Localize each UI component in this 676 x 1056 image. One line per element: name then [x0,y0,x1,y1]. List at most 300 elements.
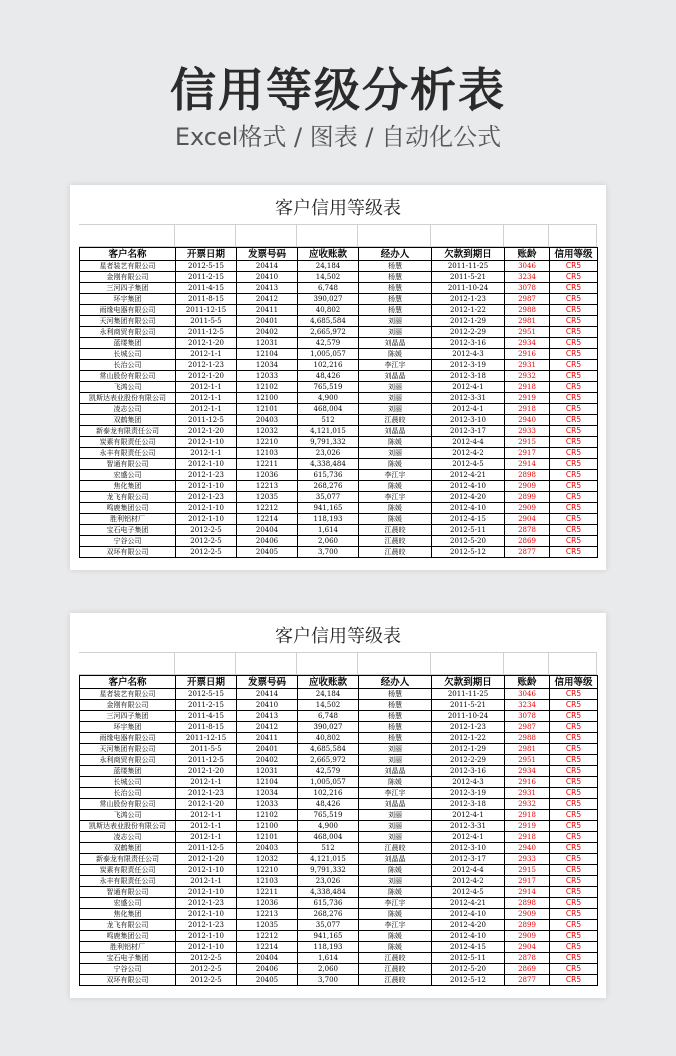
cell-invoice-number: 12100 [237,821,298,832]
cell-credit-grade: CR5 [550,525,598,536]
cell-aging: 2899 [505,492,550,503]
cell-receivable: 6,748 [298,283,359,294]
cell-credit-grade: CR5 [550,821,598,832]
cell-due-date: 2011-11-25 [432,689,505,700]
cell-aging: 2932 [505,371,550,382]
cell-aging: 2919 [505,821,550,832]
cell-invoice-date: 2012-1-10 [176,514,237,525]
cell-invoice-date: 2011-12-5 [176,415,237,426]
table-row [80,788,598,799]
cell-customer-name: 炭素有限责任公司 [80,437,176,448]
cell-credit-grade: CR5 [550,876,598,887]
cell-customer-name: 环宇集团 [80,294,176,305]
cell-due-date: 2012-1-23 [432,294,505,305]
cell-receivable: 3,700 [298,547,359,558]
cell-customer-name: 宏盛公司 [80,898,176,909]
cell-invoice-date: 2012-1-10 [176,942,237,953]
cell-customer-name: 雨缘电器有限公司 [80,733,176,744]
table-row [80,382,598,393]
cell-due-date: 2012-3-31 [432,821,505,832]
cell-handler: 李江宇 [359,898,432,909]
table-row [80,766,598,777]
cell-credit-grade: CR5 [550,931,598,942]
cell-credit-grade: CR5 [550,448,598,459]
cell-due-date: 2012-4-21 [432,898,505,909]
cell-invoice-number: 12103 [237,876,298,887]
blank-cell [175,225,236,246]
page-title: 信用等级分析表 [170,63,506,117]
cell-handler: 江晨皎 [359,953,432,964]
cell-due-date: 2012-4-4 [432,437,505,448]
cell-invoice-date: 2012-1-1 [176,876,237,887]
cell-handler: 刘丽 [359,327,432,338]
cell-handler: 陈媛 [359,777,432,788]
cell-invoice-number: 20406 [237,964,298,975]
cell-invoice-date: 2012-1-1 [176,821,237,832]
table-row [80,459,598,470]
cell-invoice-number: 12035 [237,920,298,931]
blank-cell [236,653,297,674]
cell-receivable: 35,077 [298,920,359,931]
cell-credit-grade: CR5 [550,766,598,777]
cell-handler: 刘丽 [359,832,432,843]
cell-aging: 2914 [505,459,550,470]
cell-invoice-number: 12210 [237,437,298,448]
cell-invoice-number: 20405 [237,547,298,558]
cell-receivable: 40,802 [298,305,359,316]
cell-aging: 2987 [505,722,550,733]
cell-invoice-number: 20414 [237,261,298,272]
cell-invoice-date: 2012-1-20 [176,799,237,810]
cell-receivable: 2,665,972 [298,327,359,338]
cell-invoice-date: 2012-5-15 [176,261,237,272]
cell-invoice-number: 12211 [237,887,298,898]
cell-aging: 2898 [505,898,550,909]
cell-due-date: 2012-3-19 [432,360,505,371]
cell-aging: 2898 [505,470,550,481]
sheet-preview-1 [70,185,606,570]
column-header-handler: 经办人 [359,248,432,261]
cell-aging: 2934 [505,766,550,777]
cell-customer-name: 凯斯达表业股份有限公司 [80,393,176,404]
cell-invoice-number: 12104 [237,777,298,788]
table-row [80,283,598,294]
table-row [80,525,598,536]
blank-cell [504,653,549,674]
cell-customer-name: 长城公司 [80,349,176,360]
column-header-credit-grade: 信用等级 [550,676,598,689]
cell-receivable: 40,802 [298,733,359,744]
cell-credit-grade: CR5 [550,953,598,964]
cell-aging: 2917 [505,448,550,459]
cell-receivable: 765,519 [298,810,359,821]
cell-invoice-number: 20412 [237,294,298,305]
cell-handler: 陈媛 [359,437,432,448]
cell-invoice-date: 2012-1-23 [176,492,237,503]
cell-receivable: 9,791,332 [298,865,359,876]
cell-handler: 刘丽 [359,404,432,415]
cell-handler: 江晨皎 [359,547,432,558]
cell-credit-grade: CR5 [550,316,598,327]
table-row [80,514,598,525]
cell-receivable: 512 [298,843,359,854]
cell-invoice-number: 20406 [237,536,298,547]
cell-customer-name: 凯斯达表业股份有限公司 [80,821,176,832]
cell-aging: 2918 [505,404,550,415]
column-header-receivable: 应收账款 [298,248,359,261]
cell-credit-grade: CR5 [550,536,598,547]
cell-customer-name: 永利商贸有限公司 [80,755,176,766]
table-row [80,404,598,415]
cell-customer-name: 焦化集团 [80,481,176,492]
header-row [80,676,598,689]
cell-handler: 刘丽 [359,744,432,755]
table-row [80,975,598,986]
cell-invoice-number: 20411 [237,305,298,316]
blank-cell [297,225,358,246]
sheet-preview-2 [70,613,606,998]
table-row [80,964,598,975]
blank-cell [79,653,175,674]
cell-invoice-number: 12035 [237,492,298,503]
cell-receivable: 118,193 [298,514,359,525]
cell-customer-name: 凌志公司 [80,832,176,843]
cell-receivable: 3,700 [298,975,359,986]
cell-customer-name: 金刚有限公司 [80,700,176,711]
cell-credit-grade: CR5 [550,810,598,821]
table-row [80,349,598,360]
blank-cell [79,225,175,246]
cell-receivable: 4,900 [298,393,359,404]
table-row [80,777,598,788]
cell-due-date: 2012-1-29 [432,744,505,755]
cell-invoice-date: 2012-2-5 [176,964,237,975]
cell-receivable: 468,004 [298,404,359,415]
cell-credit-grade: CR5 [550,481,598,492]
cell-aging: 3046 [505,261,550,272]
cell-invoice-date: 2012-1-1 [176,404,237,415]
cell-invoice-number: 12100 [237,393,298,404]
cell-receivable: 1,005,057 [298,777,359,788]
cell-customer-name: 龙飞有限公司 [80,492,176,503]
page-subtitle: Excel格式 / 图表 / 自动化公式 [174,123,502,151]
cell-customer-name: 蓝缕集团 [80,766,176,777]
cell-invoice-date: 2012-2-5 [176,525,237,536]
cell-handler: 杨慧 [359,261,432,272]
cell-receivable: 390,027 [298,294,359,305]
table-row [80,536,598,547]
cell-invoice-date: 2011-8-15 [176,722,237,733]
cell-aging: 3078 [505,711,550,722]
cell-invoice-date: 2011-12-15 [176,733,237,744]
cell-customer-name: 飞鸿公司 [80,810,176,821]
blank-row [79,653,597,675]
cell-credit-grade: CR5 [550,689,598,700]
cell-customer-name: 永丰有限责任公司 [80,876,176,887]
column-header-due-date: 欠款到期日 [432,248,505,261]
cell-aging: 3046 [505,689,550,700]
cell-handler: 陈媛 [359,349,432,360]
cell-due-date: 2012-4-5 [432,459,505,470]
cell-invoice-number: 12034 [237,788,298,799]
table-row [80,876,598,887]
cell-aging: 2987 [505,294,550,305]
cell-due-date: 2012-3-18 [432,371,505,382]
cell-credit-grade: CR5 [550,492,598,503]
cell-invoice-number: 20410 [237,700,298,711]
cell-handler: 刘晶晶 [359,766,432,777]
cell-invoice-number: 20402 [237,755,298,766]
cell-due-date: 2012-4-10 [432,503,505,514]
cell-invoice-date: 2011-5-5 [176,316,237,327]
cell-receivable: 4,685,584 [298,744,359,755]
cell-aging: 2878 [505,525,550,536]
table-row [80,481,598,492]
cell-receivable: 35,077 [298,492,359,503]
cell-aging: 2918 [505,832,550,843]
cell-credit-grade: CR5 [550,799,598,810]
table-row [80,316,598,327]
cell-invoice-date: 2012-1-10 [176,909,237,920]
cell-invoice-date: 2011-4-15 [176,711,237,722]
cell-aging: 2916 [505,349,550,360]
cell-receivable: 615,736 [298,470,359,481]
cell-receivable: 4,685,584 [298,316,359,327]
cell-invoice-number: 12214 [237,514,298,525]
cell-invoice-date: 2012-2-5 [176,953,237,964]
cell-credit-grade: CR5 [550,503,598,514]
cell-customer-name: 鸣鹿集团公司 [80,931,176,942]
cell-receivable: 512 [298,415,359,426]
cell-credit-grade: CR5 [550,777,598,788]
cell-handler: 杨慧 [359,305,432,316]
cell-due-date: 2012-4-2 [432,876,505,887]
cell-invoice-number: 20402 [237,327,298,338]
table-row [80,722,598,733]
cell-invoice-date: 2011-12-5 [176,843,237,854]
blank-row [79,225,597,247]
cell-invoice-date: 2012-1-1 [176,382,237,393]
cell-credit-grade: CR5 [550,283,598,294]
cell-customer-name: 天河集团有限公司 [80,316,176,327]
cell-customer-name: 宝石电子集团 [80,525,176,536]
cell-invoice-number: 12031 [237,338,298,349]
cell-customer-name: 蓝缕集团 [80,338,176,349]
cell-invoice-number: 12031 [237,766,298,777]
cell-invoice-number: 12210 [237,865,298,876]
cell-due-date: 2012-3-31 [432,393,505,404]
cell-invoice-date: 2012-1-1 [176,448,237,459]
cell-due-date: 2012-5-11 [432,525,505,536]
cell-invoice-date: 2012-1-1 [176,810,237,821]
cell-due-date: 2012-3-10 [432,843,505,854]
cell-due-date: 2012-4-20 [432,492,505,503]
column-header-credit-grade: 信用等级 [550,248,598,261]
cell-credit-grade: CR5 [550,404,598,415]
blank-cell [297,653,358,674]
cell-receivable: 23,026 [298,876,359,887]
cell-due-date: 2012-4-2 [432,448,505,459]
cell-due-date: 2012-5-20 [432,536,505,547]
cell-credit-grade: CR5 [550,744,598,755]
cell-customer-name: 永利商贸有限公司 [80,327,176,338]
cell-handler: 陈媛 [359,514,432,525]
column-header-receivable: 应收账款 [298,676,359,689]
table-row [80,415,598,426]
cell-due-date: 2011-5-21 [432,700,505,711]
cell-invoice-date: 2012-1-23 [176,788,237,799]
cell-receivable: 14,502 [298,272,359,283]
cell-customer-name: 常山股份有限公司 [80,371,176,382]
cell-credit-grade: CR5 [550,909,598,920]
cell-due-date: 2012-1-29 [432,316,505,327]
cell-receivable: 4,338,484 [298,459,359,470]
cell-handler: 杨慧 [359,272,432,283]
blank-cell [549,225,597,246]
cell-customer-name: 双鹤集团 [80,843,176,854]
cell-handler: 李江宇 [359,920,432,931]
cell-due-date: 2012-1-23 [432,722,505,733]
cell-invoice-date: 2012-1-20 [176,338,237,349]
blank-cell [175,653,236,674]
cell-due-date: 2012-5-12 [432,547,505,558]
cell-customer-name: 长治公司 [80,788,176,799]
cell-invoice-date: 2012-1-10 [176,437,237,448]
cell-due-date: 2012-4-21 [432,470,505,481]
cell-handler: 江晨皎 [359,964,432,975]
cell-invoice-number: 12101 [237,832,298,843]
cell-invoice-date: 2012-2-5 [176,536,237,547]
cell-customer-name: 永丰有限责任公司 [80,448,176,459]
cell-credit-grade: CR5 [550,360,598,371]
cell-credit-grade: CR5 [550,338,598,349]
cell-invoice-date: 2012-1-10 [176,503,237,514]
cell-handler: 刘丽 [359,316,432,327]
cell-invoice-date: 2012-1-23 [176,360,237,371]
cell-credit-grade: CR5 [550,700,598,711]
cell-handler: 江晨皎 [359,975,432,986]
cell-aging: 2914 [505,887,550,898]
cell-handler: 刘晶晶 [359,371,432,382]
cell-due-date: 2012-3-16 [432,766,505,777]
column-header-aging: 账龄 [505,676,550,689]
cell-receivable: 48,426 [298,371,359,382]
cell-aging: 2909 [505,909,550,920]
table-row [80,305,598,316]
cell-credit-grade: CR5 [550,887,598,898]
cell-customer-name: 双环有限公司 [80,547,176,558]
cell-receivable: 941,165 [298,503,359,514]
cell-aging: 2988 [505,733,550,744]
cell-invoice-number: 12211 [237,459,298,470]
cell-invoice-date: 2012-2-5 [176,975,237,986]
cell-due-date: 2012-3-16 [432,338,505,349]
cell-credit-grade: CR5 [550,964,598,975]
cell-aging: 2918 [505,382,550,393]
cell-customer-name: 星者装艺有限公司 [80,689,176,700]
cell-credit-grade: CR5 [550,272,598,283]
cell-due-date: 2012-3-17 [432,854,505,865]
table-row [80,711,598,722]
cell-invoice-date: 2011-5-5 [176,744,237,755]
cell-due-date: 2011-10-24 [432,283,505,294]
cell-aging: 2909 [505,481,550,492]
cell-receivable: 615,736 [298,898,359,909]
blank-cell [358,225,431,246]
cell-receivable: 14,502 [298,700,359,711]
cell-customer-name: 胜利铝材厂 [80,942,176,953]
cell-due-date: 2012-3-18 [432,799,505,810]
cell-invoice-number: 20412 [237,722,298,733]
cell-receivable: 4,121,015 [298,426,359,437]
cell-receivable: 941,165 [298,931,359,942]
table-row [80,843,598,854]
table-row [80,393,598,404]
table-row [80,854,598,865]
table-row [80,470,598,481]
cell-handler: 刘丽 [359,876,432,887]
cell-handler: 陈媛 [359,865,432,876]
cell-handler: 刘丽 [359,393,432,404]
cell-invoice-date: 2011-4-15 [176,283,237,294]
cell-credit-grade: CR5 [550,898,598,909]
cell-aging: 2899 [505,920,550,931]
cell-credit-grade: CR5 [550,393,598,404]
cell-receivable: 48,426 [298,799,359,810]
table-row [80,898,598,909]
cell-invoice-number: 20404 [237,953,298,964]
cell-receivable: 118,193 [298,942,359,953]
cell-invoice-number: 12032 [237,854,298,865]
cell-due-date: 2012-2-29 [432,755,505,766]
cell-invoice-number: 12214 [237,942,298,953]
sheet-title: 客户信用等级表 [79,194,597,225]
blank-cell [549,653,597,674]
cell-aging: 2951 [505,327,550,338]
cell-due-date: 2012-1-22 [432,733,505,744]
cell-invoice-date: 2012-1-10 [176,931,237,942]
cell-invoice-number: 12101 [237,404,298,415]
blank-cell [504,225,549,246]
cell-aging: 2904 [505,514,550,525]
cell-handler: 刘丽 [359,755,432,766]
cell-handler: 刘丽 [359,821,432,832]
table-row [80,689,598,700]
cell-aging: 2877 [505,547,550,558]
cell-credit-grade: CR5 [550,470,598,481]
cell-invoice-date: 2012-1-20 [176,371,237,382]
cell-aging: 2931 [505,360,550,371]
cell-invoice-date: 2012-1-1 [176,832,237,843]
cell-aging: 3234 [505,272,550,283]
blank-cell [431,653,504,674]
cell-due-date: 2012-3-10 [432,415,505,426]
table-row [80,503,598,514]
table-row [80,909,598,920]
cell-invoice-date: 2012-1-23 [176,470,237,481]
cell-handler: 陈媛 [359,481,432,492]
cell-aging: 3234 [505,700,550,711]
cell-credit-grade: CR5 [550,415,598,426]
cell-customer-name: 飞鸿公司 [80,382,176,393]
cell-handler: 李江宇 [359,470,432,481]
cell-invoice-date: 2012-1-10 [176,459,237,470]
table-row [80,261,598,272]
table-row [80,799,598,810]
cell-aging: 2915 [505,437,550,448]
cell-credit-grade: CR5 [550,327,598,338]
cell-invoice-number: 12034 [237,360,298,371]
